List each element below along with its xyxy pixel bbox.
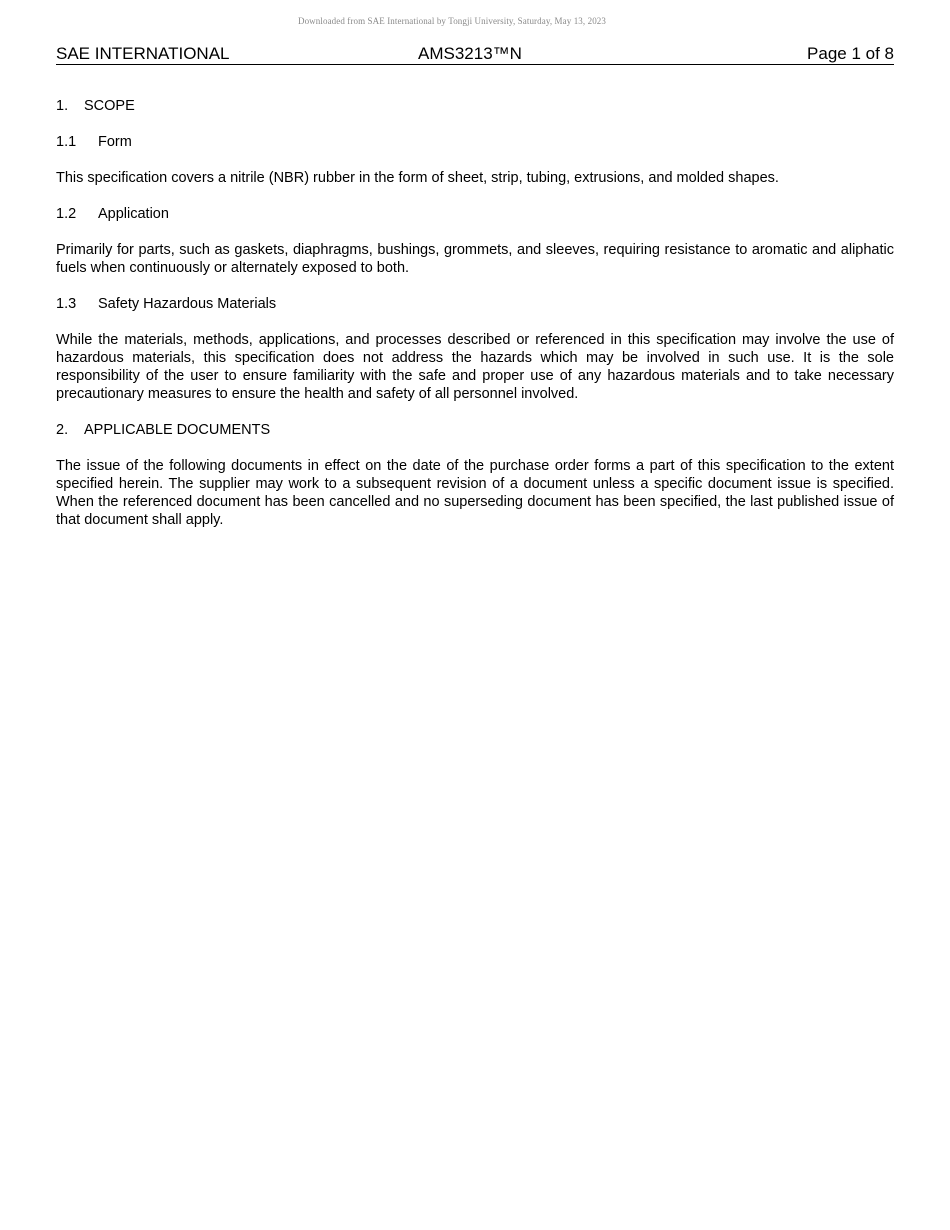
section-number: 1.1	[56, 134, 77, 150]
section-heading-form	[56, 133, 894, 151]
section-heading-scope	[56, 97, 894, 115]
section-heading-applicable-documents	[56, 421, 894, 439]
header-organization: SAE INTERNATIONAL	[56, 44, 230, 63]
section-title: SCOPE	[84, 98, 135, 114]
section-number: 1.2	[56, 206, 77, 222]
header-page-number: Page 1 of 8	[807, 44, 894, 63]
section-title: Application	[98, 206, 169, 222]
paragraph-safety: While the materials, methods, applications, and processes described or referenced in this specification may involve the use of hazardous materials, this specification does not address the hazards which may be involved in such use. It is the sole responsibility of the user to ensure familiarity with the safe and proper use of any hazardous materials and to take necessary precautionary measures to ensure the health and safety of all personnel involved.	[56, 332, 894, 402]
section-heading-application	[56, 205, 894, 223]
section-number: 1.3	[56, 296, 77, 312]
section-number: 2.	[56, 422, 69, 438]
document-body	[56, 97, 894, 547]
paragraph-form: This specification covers a nitrile (NBR) rubber in the form of sheet, strip, tubing, extrusions, and molded shapes.	[56, 170, 779, 186]
paragraph-applicable-documents: The issue of the following documents in effect on the date of the purchase order forms a part of this specification to the extent specified herein. The supplier may work to a subsequent revision of a document unless a specific document issue is specified. When the referenced document has been cancelled and no superseding document has been specified, the last published issue of that document shall apply.	[56, 458, 894, 528]
header-document-number: AMS3213™N	[418, 44, 522, 63]
page-header	[56, 44, 894, 65]
download-notice: Downloaded from SAE International by Tongji University, Saturday, May 13, 2023	[297, 16, 607, 26]
paragraph-application: Primarily for parts, such as gaskets, diaphragms, bushings, grommets, and sleeves, requiring resistance to aromatic and aliphatic fuels when continuously or alternately exposed to both.	[56, 242, 894, 276]
section-number: 1.	[56, 98, 69, 114]
section-title: Safety Hazardous Materials	[98, 296, 277, 312]
section-title: Form	[98, 134, 132, 150]
section-heading-safety	[56, 295, 894, 313]
section-title: APPLICABLE DOCUMENTS	[84, 422, 271, 438]
